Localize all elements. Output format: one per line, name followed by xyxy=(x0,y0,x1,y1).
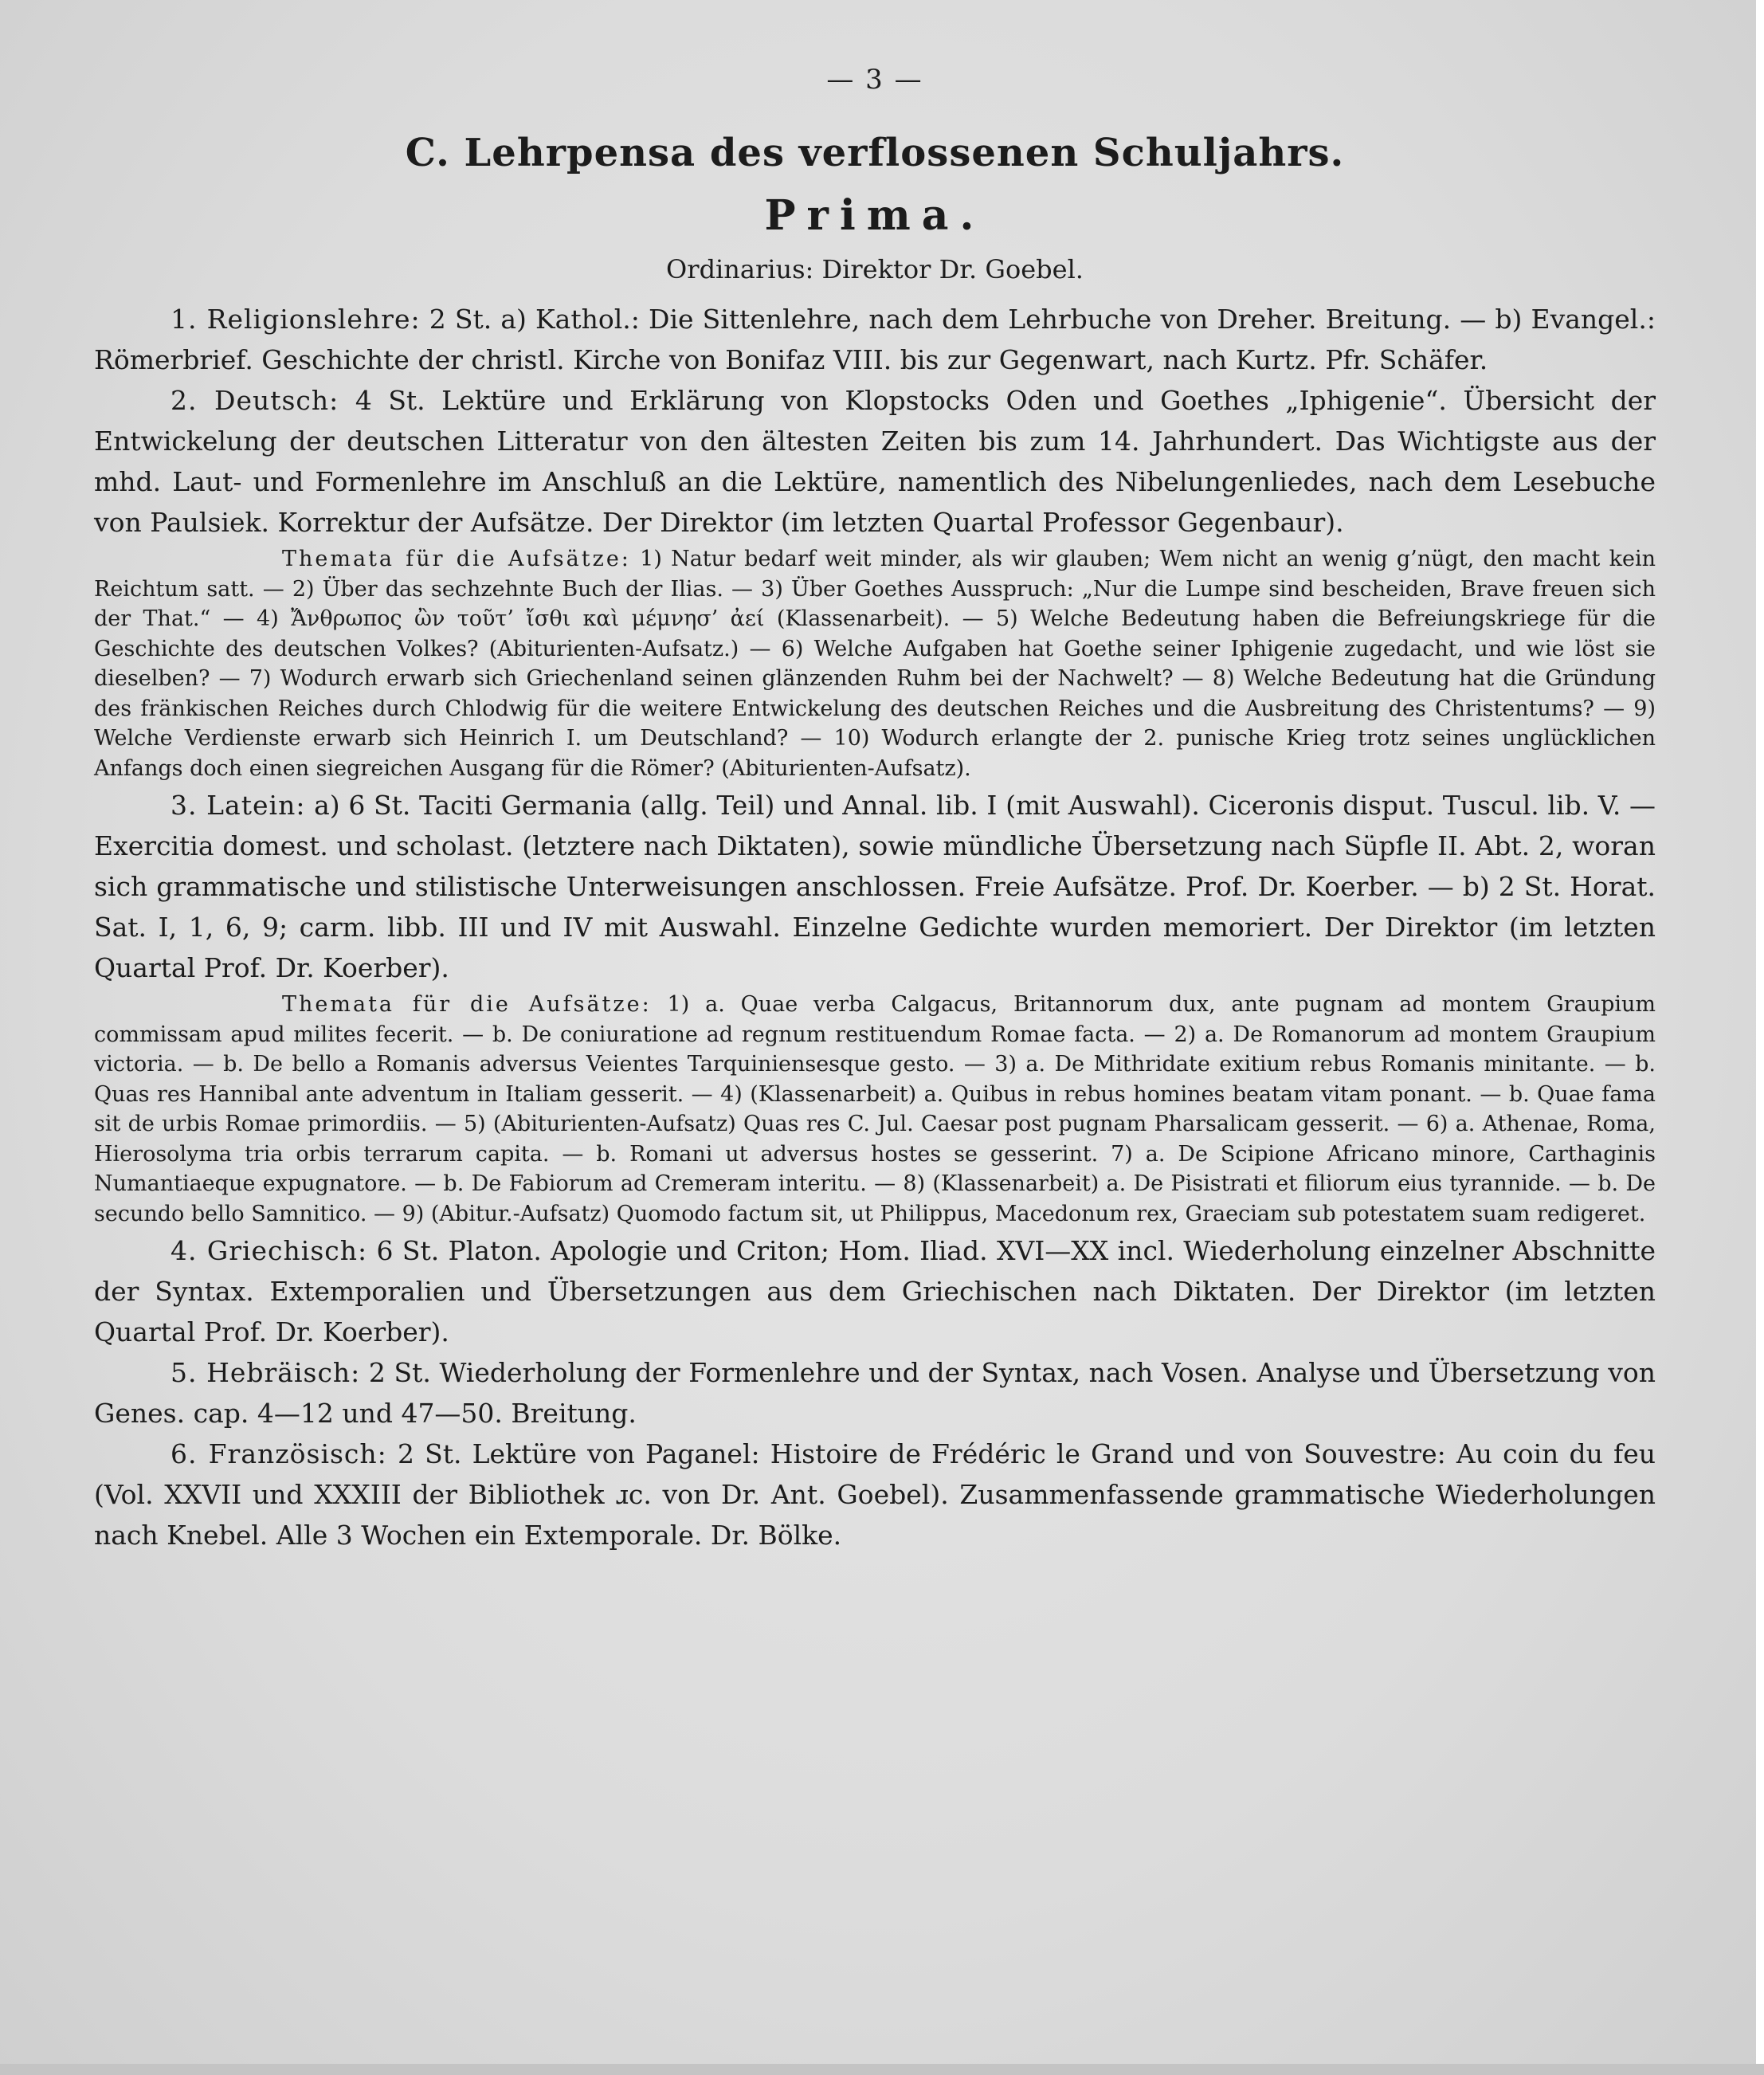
subject-text: 4 St. Lektüre und Erklärung von Klopstocks Oden und Goethes „Iphigenie“. Übersicht der Entwickelung der deutschen Litteratur von den ältesten Zeiten bis zum 14. Jahrhundert. Das Wichtigste aus der mhd. Laut- und Formenlehre im Anschluß an die Lektüre, namentlich des Nibelungenliedes, nach dem Lesebuche von Paulsiek. Korrektur der Aufsätze. Der Direktor (im letzten Quartal Professor Gegenbaur). xyxy=(94,385,1656,538)
class-title: Prima. xyxy=(764,191,986,240)
page-content xyxy=(94,64,1656,1555)
themes-lead: Themata für die Aufsätze: xyxy=(282,547,631,571)
subject-french xyxy=(94,1434,1656,1555)
subject-text: 2 St. a) Kathol.: Die Sittenlehre, nach dem Lehrbuche von Dreher. Breitung. — b) Evangel.: Römerbrief. Geschichte der christl. Kirche von Bonifaz VIII. bis zur Gegenwart, nach Kurtz. Pfr. Schäfer. xyxy=(94,304,1656,375)
subject-religion xyxy=(94,299,1656,380)
subject-lead: 6. Französisch: xyxy=(171,1438,387,1469)
subject-lead: 4. Griechisch: xyxy=(171,1235,368,1266)
subject-text: 2 St. Lektüre von Paganel: Histoire de Frédéric le Grand und von Souvestre: Au coin du feu (Vol. XXVII und XXXIII der Bibliothek ɹc. von Dr. Ant. Goebel). Zusammenfassende grammatische Wiederholungen nach Knebel. Alle 3 Wochen ein Extemporale. Dr. Bölke. xyxy=(94,1438,1656,1551)
ordinarius-line: Ordinarius: Direktor Dr. Goebel. xyxy=(666,254,1084,284)
themes-text: 1) a. Quae verba Calgacus, Britannorum dux, ante pugnam ad montem Graupium commissam apud milites fecerit. — b. De coniuratione ad regnum restituendum Romae facta. — 2) a. De Romanorum ad montem Graupium victoria. — b. De bello a Romanis adversus Veientes Tarquiniensesque gesto. — 3) a. De Mithridate exitium rebus Romanis minitante. — b. Quas res Hannibal ante adventum in Italiam gesserit. — 4) (Klassenarbeit) a. Quibus in rebus homines beatam vitam ponant. — b. Quae fama sit de urbis Romae primordiis. — 5) (Abiturienten-Aufsatz) Quas res C. Jul. Caesar post pugnam Pharsalicam gesserit. — 6) a. Athenae, Roma, Hierosolyma tria orbis terrarum capita. — b. Romani ut adversus hostes se gesserint. 7) a. De Scipione Africano minore, Carthaginis Numantiaeque expugnatore. — b. De Fabiorum ad Cremeram interitu. — 8) (Klassenarbeit) a. De Pisistrati et filiorum eius tyrannide. — b. De secundo bello Samnitico. — 9) (Abitur.-Aufsatz) Quomodo factum sit, ut Philippus, Macedonum rex, Graeciam sub potestatem suam redigeret. xyxy=(94,992,1656,1226)
subject-hebrew xyxy=(94,1352,1656,1434)
essay-themes-german xyxy=(94,544,1656,783)
essay-themes-latin xyxy=(94,990,1656,1229)
page-number: — 3 — xyxy=(826,64,923,96)
themes-lead: Themata für die Aufsätze: xyxy=(282,992,652,1017)
page-edge-bottom xyxy=(0,2064,1764,2075)
subject-latin xyxy=(94,785,1656,988)
subject-lead: 1. Religionslehre: xyxy=(171,304,421,335)
subject-text: a) 6 St. Taciti Germania (allg. Teil) und Annal. lib. I (mit Auswahl). Ciceronis disput. Tuscul. lib. V. — Exercitia domest. und scholast. (letztere nach Diktaten), sowie mündliche Übersetzung nach Süpfle II. Abt. 2, woran sich grammatische und stilistische Unterweisungen anschlossen. Freie Aufsätze. Prof. Dr. Koerber. — b) 2 St. Horat. Sat. I, 1, 6, 9; carm. libb. III und IV mit Auswahl. Einzelne Gedichte wurden memoriert. Der Direktor (im letzten Quartal Prof. Dr. Koerber). xyxy=(94,790,1656,983)
subject-text: 6 St. Platon. Apologie und Criton; Hom. Iliad. XVI—XX incl. Wiederholung einzelner Abschnitte der Syntax. Extemporalien und Übersetzungen aus dem Griechischen nach Diktaten. Der Direktor (im letzten Quartal Prof. Dr. Koerber). xyxy=(94,1235,1656,1347)
subject-german xyxy=(94,380,1656,543)
subject-greek xyxy=(94,1230,1656,1352)
themes-text: 1) Natur bedarf weit minder, als wir glauben; Wem nicht an wenig g’nügt, den macht kein Reichtum satt. — 2) Über das sechzehnte Buch der Ilias. — 3) Über Goethes Ausspruch: „Nur die Lumpe sind bescheiden, Brave freuen sich der That.“ — 4) Ἄνθρωπος ὢν τοῦτ’ ἴσθι καὶ μέμνησ’ ἀεί (Klassenarbeit). — 5) Welche Bedeutung haben die Befreiungskriege für die Geschichte des deutschen Volkes? (Abiturienten-Aufsatz.) — 6) Welche Aufgaben hat Goethe seiner Iphigenie zugedacht, und wie löst sie dieselben? — 7) Wodurch erwarb sich Griechenland seinen glänzenden Ruhm bei der Nachwelt? — 8) Welche Bedeutung hat die Gründung des fränkischen Reiches durch Chlodwig für die weitere Entwickelung des deutschen Reiches und die Ausbreitung des Christentums? — 9) Welche Verdienste erwarb sich Heinrich I. um Deutschland? — 10) Wodurch erlangte der 2. punische Krieg trotz seines unglücklichen Anfangs doch einen siegreichen Ausgang für die Römer? (Abiturienten-Aufsatz). xyxy=(94,547,1656,781)
subject-lead: 5. Hebräisch: xyxy=(171,1357,361,1388)
page-edge xyxy=(1756,0,1764,2075)
subject-lead: 2. Deutsch: xyxy=(171,385,339,416)
subject-lead: 3. Latein: xyxy=(171,790,306,821)
section-heading: C. Lehrpensa des verflossenen Schuljahrs. xyxy=(405,131,1345,175)
subject-text: 2 St. Wiederholung der Formenlehre und der Syntax, nach Vosen. Analyse und Übersetzung von Genes. cap. 4—12 und 47—50. Breitung. xyxy=(94,1357,1656,1429)
